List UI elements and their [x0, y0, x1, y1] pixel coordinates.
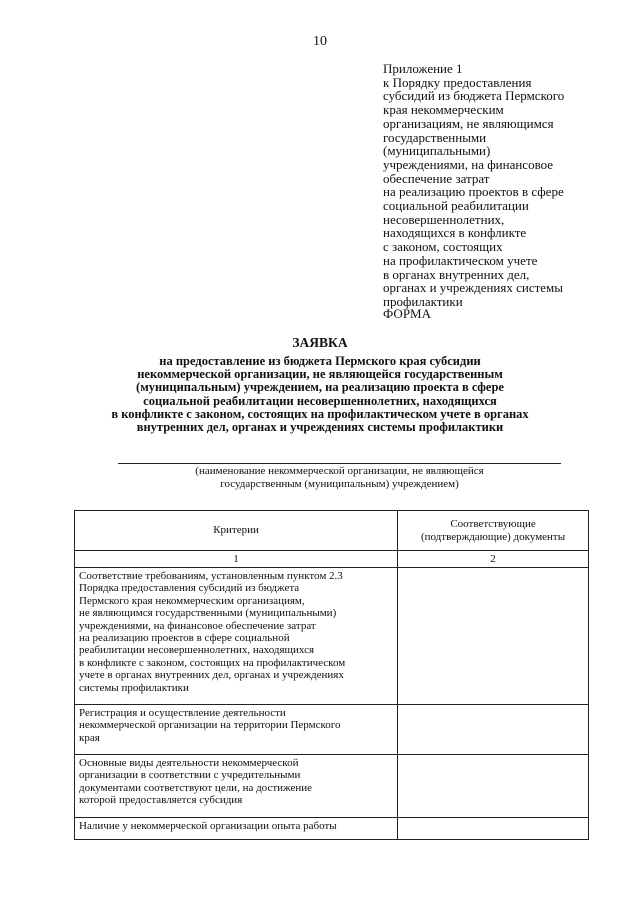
appendix-line: учреждениями, на финансовое [383, 156, 554, 172]
criterion-line: Регистрация и осуществление деятельности [79, 707, 286, 719]
table-row [75, 705, 589, 755]
criterion-line: не являющимся государственными (муниципальными) [79, 607, 337, 620]
subtitle-line: (муниципальным) учреждением, на реализацию проекта в сфере [136, 380, 504, 395]
appendix-line: субсидий из бюджета Пермского [383, 88, 565, 104]
appendix-line: (муниципальными) [383, 143, 491, 159]
criterion-cell [75, 705, 398, 755]
form-label: ФОРМА [383, 306, 431, 321]
header-criteria: Критерии [75, 511, 398, 551]
appendix-line: края некоммерческим [383, 102, 504, 118]
appendix-line: несовершеннолетних, [383, 211, 505, 227]
criterion-line: учреждениями, на финансовое обеспечение затрат [79, 619, 316, 632]
criterion-line: некоммерческой организации на территории Пермского [79, 719, 341, 732]
table-row [75, 568, 589, 705]
criterion-line: организации в соответствии с учредительными [79, 769, 301, 782]
appendix-line: на реализацию проектов в сфере [383, 184, 564, 200]
subtitle-line: социальной реабилитации несовершеннолетних, находящихся [143, 393, 497, 408]
subtitle-line: на предоставление из бюджета Пермского края субсидии [159, 354, 481, 368]
appendix-line: на профилактическом учете [383, 252, 538, 268]
column-number: 1 [75, 551, 398, 568]
criteria-table [74, 510, 589, 840]
appendix-line: обеспечение затрат [383, 170, 490, 186]
criterion-line: которой предоставляется субсидия [79, 794, 243, 807]
criterion-line: на реализацию проектов в сфере социальной [79, 632, 290, 645]
header-documents-line: (подтверждающие) документы [420, 530, 566, 543]
criterion-line: края [79, 731, 100, 744]
organization-name-line [118, 463, 561, 464]
page-number: 10 [313, 34, 327, 49]
subtitle-line: в конфликте с законом, состоящих на профилактическом учете в органах [111, 406, 529, 421]
appendix-line: в органах внутренних дел, [383, 266, 530, 282]
appendix-line: организациям, не являющимся [383, 115, 554, 131]
appendix-line: находящихся в конфликте [383, 225, 527, 241]
criterion-cell [75, 568, 398, 705]
documents-cell [398, 755, 589, 818]
criterion-line: в конфликте с законом, состоящих на профилактическом [79, 656, 346, 669]
appendix-line: органах и учреждениях системы [383, 280, 564, 296]
criterion-line: Основные виды деятельности некоммерческой [79, 757, 299, 769]
table-row [75, 818, 589, 840]
criterion-line: системы профилактики [79, 681, 189, 694]
appendix-line: Приложение 1 [383, 61, 463, 76]
subtitle-line: некоммерческой организации, не являющейся государственным [137, 367, 503, 382]
appendix-line: государственными [383, 129, 487, 145]
criterion-line: Порядка предоставления субсидий из бюджета [79, 582, 300, 595]
documents-cell [398, 818, 589, 840]
criterion-line: реабилитации несовершеннолетних, находящихся [79, 644, 315, 657]
table-row [75, 755, 589, 818]
column-number-row [75, 551, 589, 568]
appendix-block [383, 62, 623, 309]
criterion-line: Пермского края некоммерческим организациям, [79, 594, 305, 607]
documents-cell [398, 705, 589, 755]
criterion-line: Соответствие требованиям, установленным пунктом 2.3 [79, 570, 343, 582]
caption-line: (наименование некоммерческой организации, не являющейся [195, 465, 484, 477]
documents-cell [398, 568, 589, 705]
appendix-line: с законом, состоящих [383, 239, 503, 255]
appendix-line: к Порядку предоставления [383, 74, 532, 90]
criterion-line: Наличие у некоммерческой организации опыта работы [79, 820, 337, 832]
header-documents-line: Соответствующие [450, 518, 536, 531]
appendix-line: социальной реабилитации [383, 198, 529, 214]
criterion-line: учете в органах внутренних дел, органах и учреждениях [79, 669, 344, 682]
table-header-row [75, 511, 589, 551]
criterion-cell [75, 818, 398, 840]
appendix-line: профилактики [383, 293, 463, 309]
criterion-line: документами соответствуют цели, на достижение [79, 781, 313, 794]
criterion-cell [75, 755, 398, 818]
subtitle-line: внутренних дел, органах и учреждениях системы профилактики [136, 420, 504, 435]
header-documents [398, 511, 589, 551]
document-title: ЗАЯВКА [292, 335, 348, 350]
column-number: 2 [398, 551, 589, 568]
organization-name-caption [118, 465, 561, 491]
caption-line: государственным (муниципальным) учреждением) [220, 478, 459, 490]
document-subtitle [0, 355, 640, 434]
